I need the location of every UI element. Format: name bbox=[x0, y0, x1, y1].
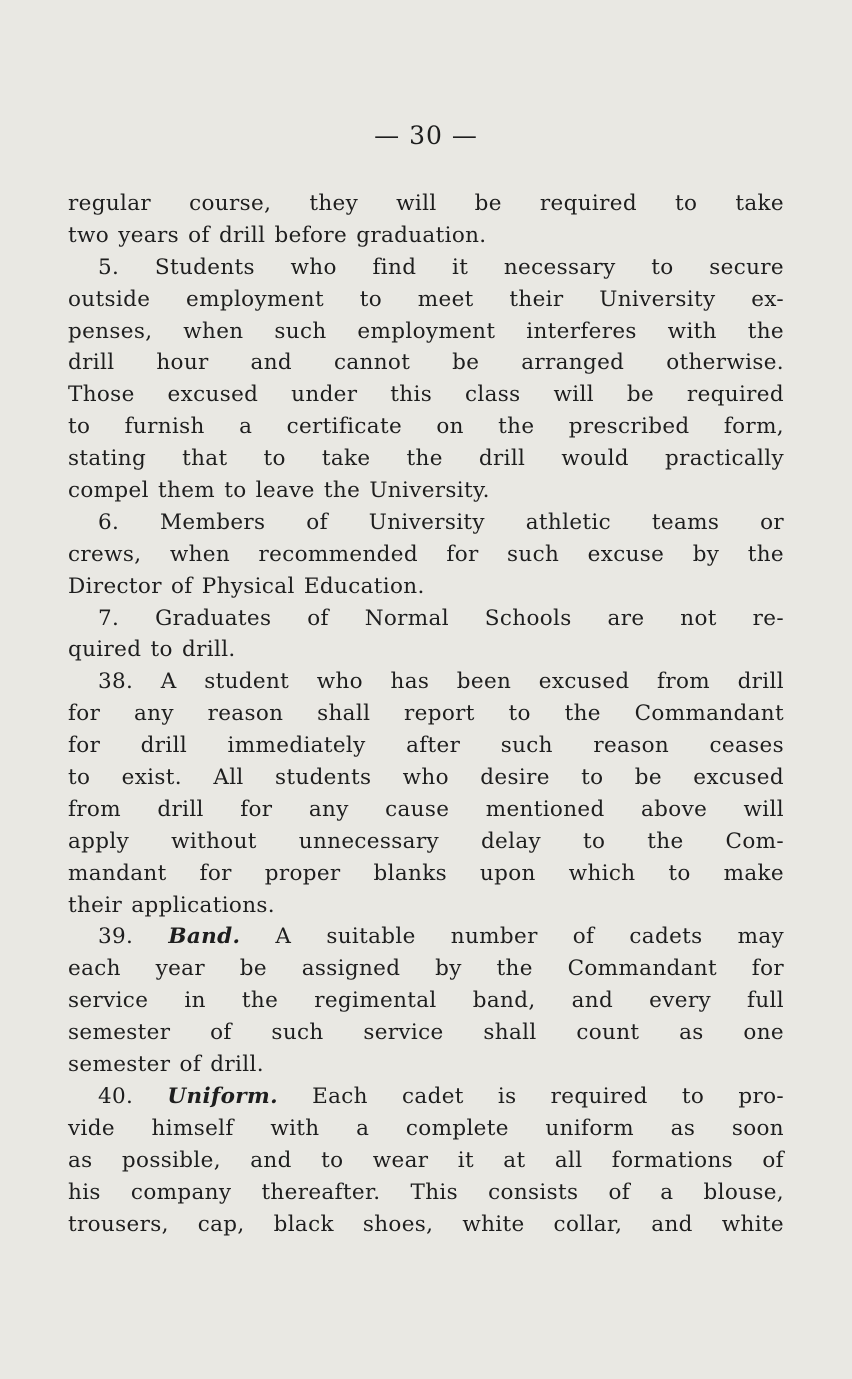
text-line bbox=[68, 921, 784, 953]
line-text: service in the regimental band, and every full bbox=[68, 988, 784, 1014]
text-line bbox=[68, 858, 784, 890]
line-text: semester of such service shall count as one bbox=[68, 1020, 784, 1046]
text-line bbox=[68, 507, 784, 539]
body-text bbox=[68, 188, 784, 1240]
page-number: — 30 — bbox=[374, 121, 478, 150]
line-text: 38. A student who has been excused from drill bbox=[98, 669, 784, 695]
text-line bbox=[68, 475, 784, 507]
line-text: for any reason shall report to the Commandant bbox=[68, 701, 784, 727]
line-text: outside employment to meet their University ex- bbox=[68, 286, 784, 312]
line-text: 7. Graduates of Normal Schools are not re- bbox=[98, 605, 784, 631]
text-line bbox=[68, 603, 784, 635]
text-line bbox=[68, 1049, 784, 1081]
paragraph-number: 39. bbox=[98, 924, 169, 950]
line-text: regular course, they will be required to take bbox=[68, 191, 784, 216]
line-text: Those excused under this class will be required bbox=[68, 382, 784, 408]
text-line bbox=[68, 379, 784, 411]
text-line bbox=[68, 634, 784, 666]
text-line bbox=[68, 1081, 784, 1113]
line-text: as possible, and to wear it at all formations of bbox=[68, 1147, 784, 1173]
text-line bbox=[68, 698, 784, 730]
text-line bbox=[68, 730, 784, 762]
text-line bbox=[68, 284, 784, 316]
line-text: penses, when such employment interferes with the bbox=[68, 318, 784, 344]
line-text: Director of Physical Education. bbox=[68, 573, 425, 599]
line-text: quired to drill. bbox=[68, 637, 236, 663]
line-text: vide himself with a complete uniform as soon bbox=[68, 1115, 784, 1141]
text-line bbox=[68, 890, 784, 922]
text-line bbox=[68, 316, 784, 348]
line-text: to furnish a certificate on the prescribed form, bbox=[68, 414, 784, 440]
line-text: drill hour and cannot be arranged otherwise. bbox=[68, 350, 784, 376]
line-text: from drill for any cause mentioned above will bbox=[68, 796, 784, 822]
text-line bbox=[68, 347, 784, 379]
text-line bbox=[68, 762, 784, 794]
line-text: A suitable number of cadets may bbox=[240, 924, 784, 950]
line-text: his company thereafter. This consists of a blouse, bbox=[68, 1179, 784, 1205]
text-line bbox=[68, 252, 784, 284]
line-text: for drill immediately after such reason ceases bbox=[68, 733, 784, 759]
text-line bbox=[68, 443, 784, 475]
text-line bbox=[68, 666, 784, 698]
line-text: stating that to take the drill would practically bbox=[68, 446, 784, 472]
line-text: semester of drill. bbox=[68, 1052, 264, 1078]
line-text: their applications. bbox=[68, 892, 275, 918]
text-line bbox=[68, 953, 784, 985]
text-line bbox=[68, 826, 784, 858]
line-text: 6. Members of University athletic teams or bbox=[98, 509, 784, 535]
line-text: 5. Students who find it necessary to secure bbox=[98, 254, 784, 280]
line-text: mandant for proper blanks upon which to make bbox=[68, 860, 784, 886]
text-line bbox=[68, 571, 784, 603]
text-line bbox=[68, 411, 784, 443]
line-text: two years of drill before graduation. bbox=[68, 222, 487, 248]
line-text: trousers, cap, black shoes, white collar, and white bbox=[68, 1211, 784, 1237]
text-line bbox=[68, 1113, 784, 1145]
line-text: compel them to leave the University. bbox=[68, 478, 490, 504]
line-text: apply without unnecessary delay to the Com- bbox=[68, 828, 784, 854]
text-line bbox=[68, 539, 784, 571]
line-text: Each cadet is required to pro- bbox=[277, 1083, 784, 1109]
line-text: crews, when recommended for such excuse by the bbox=[68, 541, 784, 567]
line-text: to exist. All students who desire to be excused bbox=[68, 765, 784, 791]
section-heading: Band. bbox=[168, 924, 241, 950]
text-line bbox=[68, 1145, 784, 1177]
text-line bbox=[68, 794, 784, 826]
text-line bbox=[68, 1209, 784, 1241]
text-line bbox=[68, 1017, 784, 1049]
section-heading: Uniform. bbox=[167, 1083, 278, 1109]
text-line bbox=[68, 188, 784, 220]
line-text: each year be assigned by the Commandant for bbox=[68, 956, 784, 982]
text-line bbox=[68, 220, 784, 252]
text-line bbox=[68, 1177, 784, 1209]
text-line bbox=[68, 985, 784, 1017]
paragraph-number: 40. bbox=[98, 1083, 168, 1109]
